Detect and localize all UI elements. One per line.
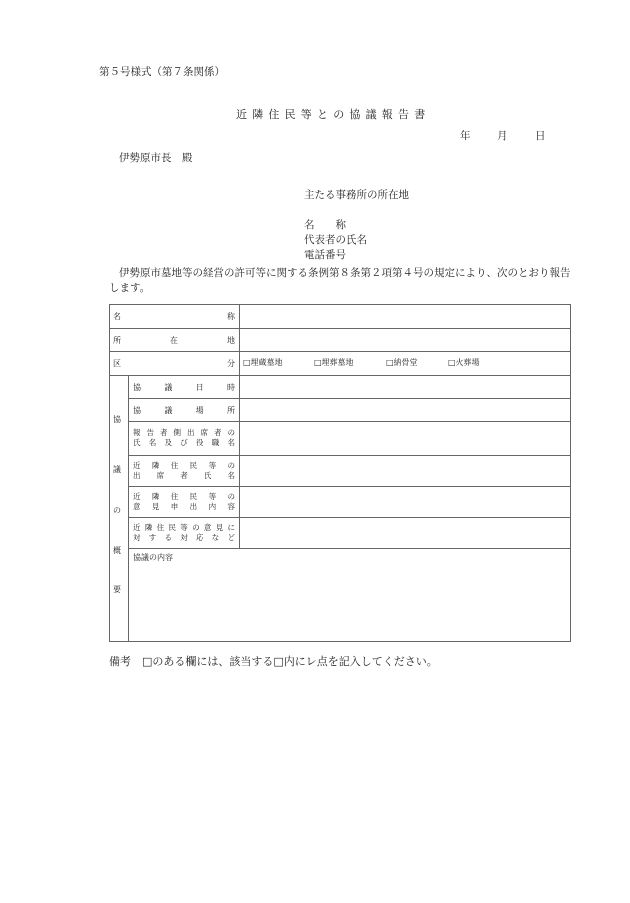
label-char: 名 bbox=[227, 471, 235, 480]
label-char: 住 bbox=[156, 523, 165, 532]
resident-attendees-input[interactable] bbox=[240, 456, 570, 486]
meeting-place-input[interactable] bbox=[240, 399, 570, 421]
label-char: 近 bbox=[133, 523, 141, 532]
label-char: 名 bbox=[148, 438, 157, 447]
label-char: 者 bbox=[214, 428, 222, 437]
label-char: ど bbox=[227, 533, 235, 542]
label-char: 者 bbox=[180, 471, 188, 480]
label-char: 隣 bbox=[151, 492, 160, 501]
group-label-char: の bbox=[113, 506, 121, 515]
label-char: 意 bbox=[133, 502, 141, 511]
label-reporter-attendees bbox=[133, 428, 235, 448]
label-char: 等 bbox=[180, 523, 188, 532]
label-char: 隣 bbox=[151, 461, 160, 470]
group-label-char: 概 bbox=[113, 546, 121, 555]
label-char: 意 bbox=[203, 523, 212, 532]
label-char: 協 bbox=[133, 382, 141, 392]
label-char: 隣 bbox=[144, 523, 153, 532]
label-char: 近 bbox=[133, 492, 141, 501]
name-input-cell[interactable] bbox=[240, 305, 570, 328]
label-resident-opinions bbox=[133, 492, 235, 512]
label-char: の bbox=[192, 523, 200, 532]
label-char: 所 bbox=[226, 405, 235, 415]
label-char: 出 bbox=[133, 471, 141, 480]
label-category bbox=[113, 352, 235, 375]
office-location-label: 主たる事務所の所在地 bbox=[304, 189, 409, 201]
label-char: 近 bbox=[133, 461, 141, 470]
label-char: 時 bbox=[226, 382, 235, 392]
addressee: 伊勢原市長 殿 bbox=[119, 152, 193, 164]
label-char: の bbox=[227, 428, 235, 437]
option-burial-cemetery[interactable]: □埋蔵墓地 bbox=[243, 358, 283, 367]
date-day-label: 日 bbox=[535, 130, 546, 142]
body-text: 伊勢原市墓地等の経営の許可等に関する条例第８条第２項第４号の規定により、次のとおり報告します。 bbox=[109, 267, 571, 294]
label-char: 対 bbox=[180, 533, 188, 542]
label-char: 地 bbox=[227, 335, 235, 345]
label-char: 民 bbox=[168, 523, 176, 532]
label-char: 席 bbox=[200, 428, 208, 437]
label-char: 者 bbox=[160, 428, 168, 437]
label-char: 応 bbox=[196, 533, 204, 542]
label-char: 等 bbox=[208, 461, 217, 470]
response-to-opinions-input[interactable] bbox=[240, 518, 570, 548]
label-char: に bbox=[227, 523, 235, 532]
phone-label: 電話番号 bbox=[304, 249, 346, 261]
label-char: 及 bbox=[164, 438, 172, 447]
label-char: 出 bbox=[189, 502, 198, 511]
option-crematorium[interactable]: □火葬場 bbox=[448, 358, 480, 367]
meeting-datetime-input[interactable] bbox=[240, 376, 570, 398]
label-char: 協 bbox=[133, 405, 141, 415]
label-char: 場 bbox=[195, 405, 204, 415]
label-char: 職 bbox=[211, 438, 220, 447]
meeting-content-input[interactable] bbox=[129, 563, 570, 640]
label-char: 住 bbox=[170, 461, 179, 470]
label-char: 告 bbox=[146, 428, 154, 437]
label-char: 所 bbox=[113, 335, 121, 345]
label-char: 見 bbox=[151, 502, 160, 511]
label-char: 申 bbox=[170, 502, 179, 511]
label-meeting-place bbox=[133, 399, 235, 421]
form-number: 第５号様式（第７条関係） bbox=[99, 66, 225, 78]
label-response-to-opinions bbox=[133, 523, 235, 543]
note: 備考 □のある欄には、該当する□内にレ点を記入してください。 bbox=[109, 655, 438, 668]
label-char: 区 bbox=[113, 359, 121, 368]
label-char: 内 bbox=[208, 502, 217, 511]
label-char: す bbox=[148, 533, 157, 542]
resident-opinions-input[interactable] bbox=[240, 487, 570, 517]
label-char: 見 bbox=[215, 523, 224, 532]
label-char: 議 bbox=[164, 382, 173, 392]
label-char: な bbox=[211, 533, 220, 542]
label-char: 名 bbox=[227, 438, 235, 447]
label-char: 氏 bbox=[133, 438, 141, 447]
document-title: 近隣住民等との協議報告書 bbox=[236, 108, 431, 121]
label-name bbox=[113, 305, 235, 328]
label-char: 報 bbox=[133, 428, 141, 437]
label-char: 議 bbox=[164, 405, 173, 415]
representative-label: 代表者の氏名 bbox=[304, 234, 367, 246]
label-char: 役 bbox=[196, 438, 204, 447]
label-char: 出 bbox=[187, 428, 195, 437]
label-char: 氏 bbox=[203, 471, 212, 480]
label-char: 称 bbox=[227, 312, 235, 321]
label-char: 在 bbox=[170, 335, 178, 345]
label-char: の bbox=[227, 461, 235, 470]
label-char: 分 bbox=[227, 359, 235, 368]
group-label-char: 協 bbox=[113, 415, 121, 424]
label-char: 対 bbox=[133, 533, 141, 542]
option-interment-cemetery[interactable]: □埋葬墓地 bbox=[314, 358, 354, 367]
label-location bbox=[113, 329, 235, 351]
label-char: 名 bbox=[113, 312, 121, 321]
label-resident-attendees bbox=[133, 461, 235, 481]
label-meeting-datetime bbox=[133, 376, 235, 398]
label-char: 等 bbox=[208, 492, 217, 501]
label-char: 民 bbox=[189, 492, 198, 501]
label-char: の bbox=[227, 492, 235, 501]
label-char: び bbox=[180, 438, 188, 447]
label-char: 住 bbox=[170, 492, 179, 501]
label-char: 民 bbox=[189, 461, 198, 470]
reporter-attendees-input[interactable] bbox=[240, 422, 570, 455]
name-label: 名 称 bbox=[304, 219, 346, 231]
option-ossuary[interactable]: □納骨堂 bbox=[386, 358, 418, 367]
label-char: る bbox=[164, 533, 172, 542]
label-char: 席 bbox=[156, 471, 165, 480]
label-char: 容 bbox=[227, 502, 235, 511]
date-month-label: 月 bbox=[497, 130, 508, 142]
group-label-char: 要 bbox=[113, 585, 121, 594]
location-input-cell[interactable] bbox=[240, 329, 570, 351]
label-char: 日 bbox=[195, 382, 204, 392]
meeting-content-label: 協議の内容 bbox=[133, 553, 173, 562]
date-year-label: 年 bbox=[460, 130, 471, 142]
label-char: 側 bbox=[173, 428, 181, 437]
group-label-char: 議 bbox=[113, 465, 121, 474]
